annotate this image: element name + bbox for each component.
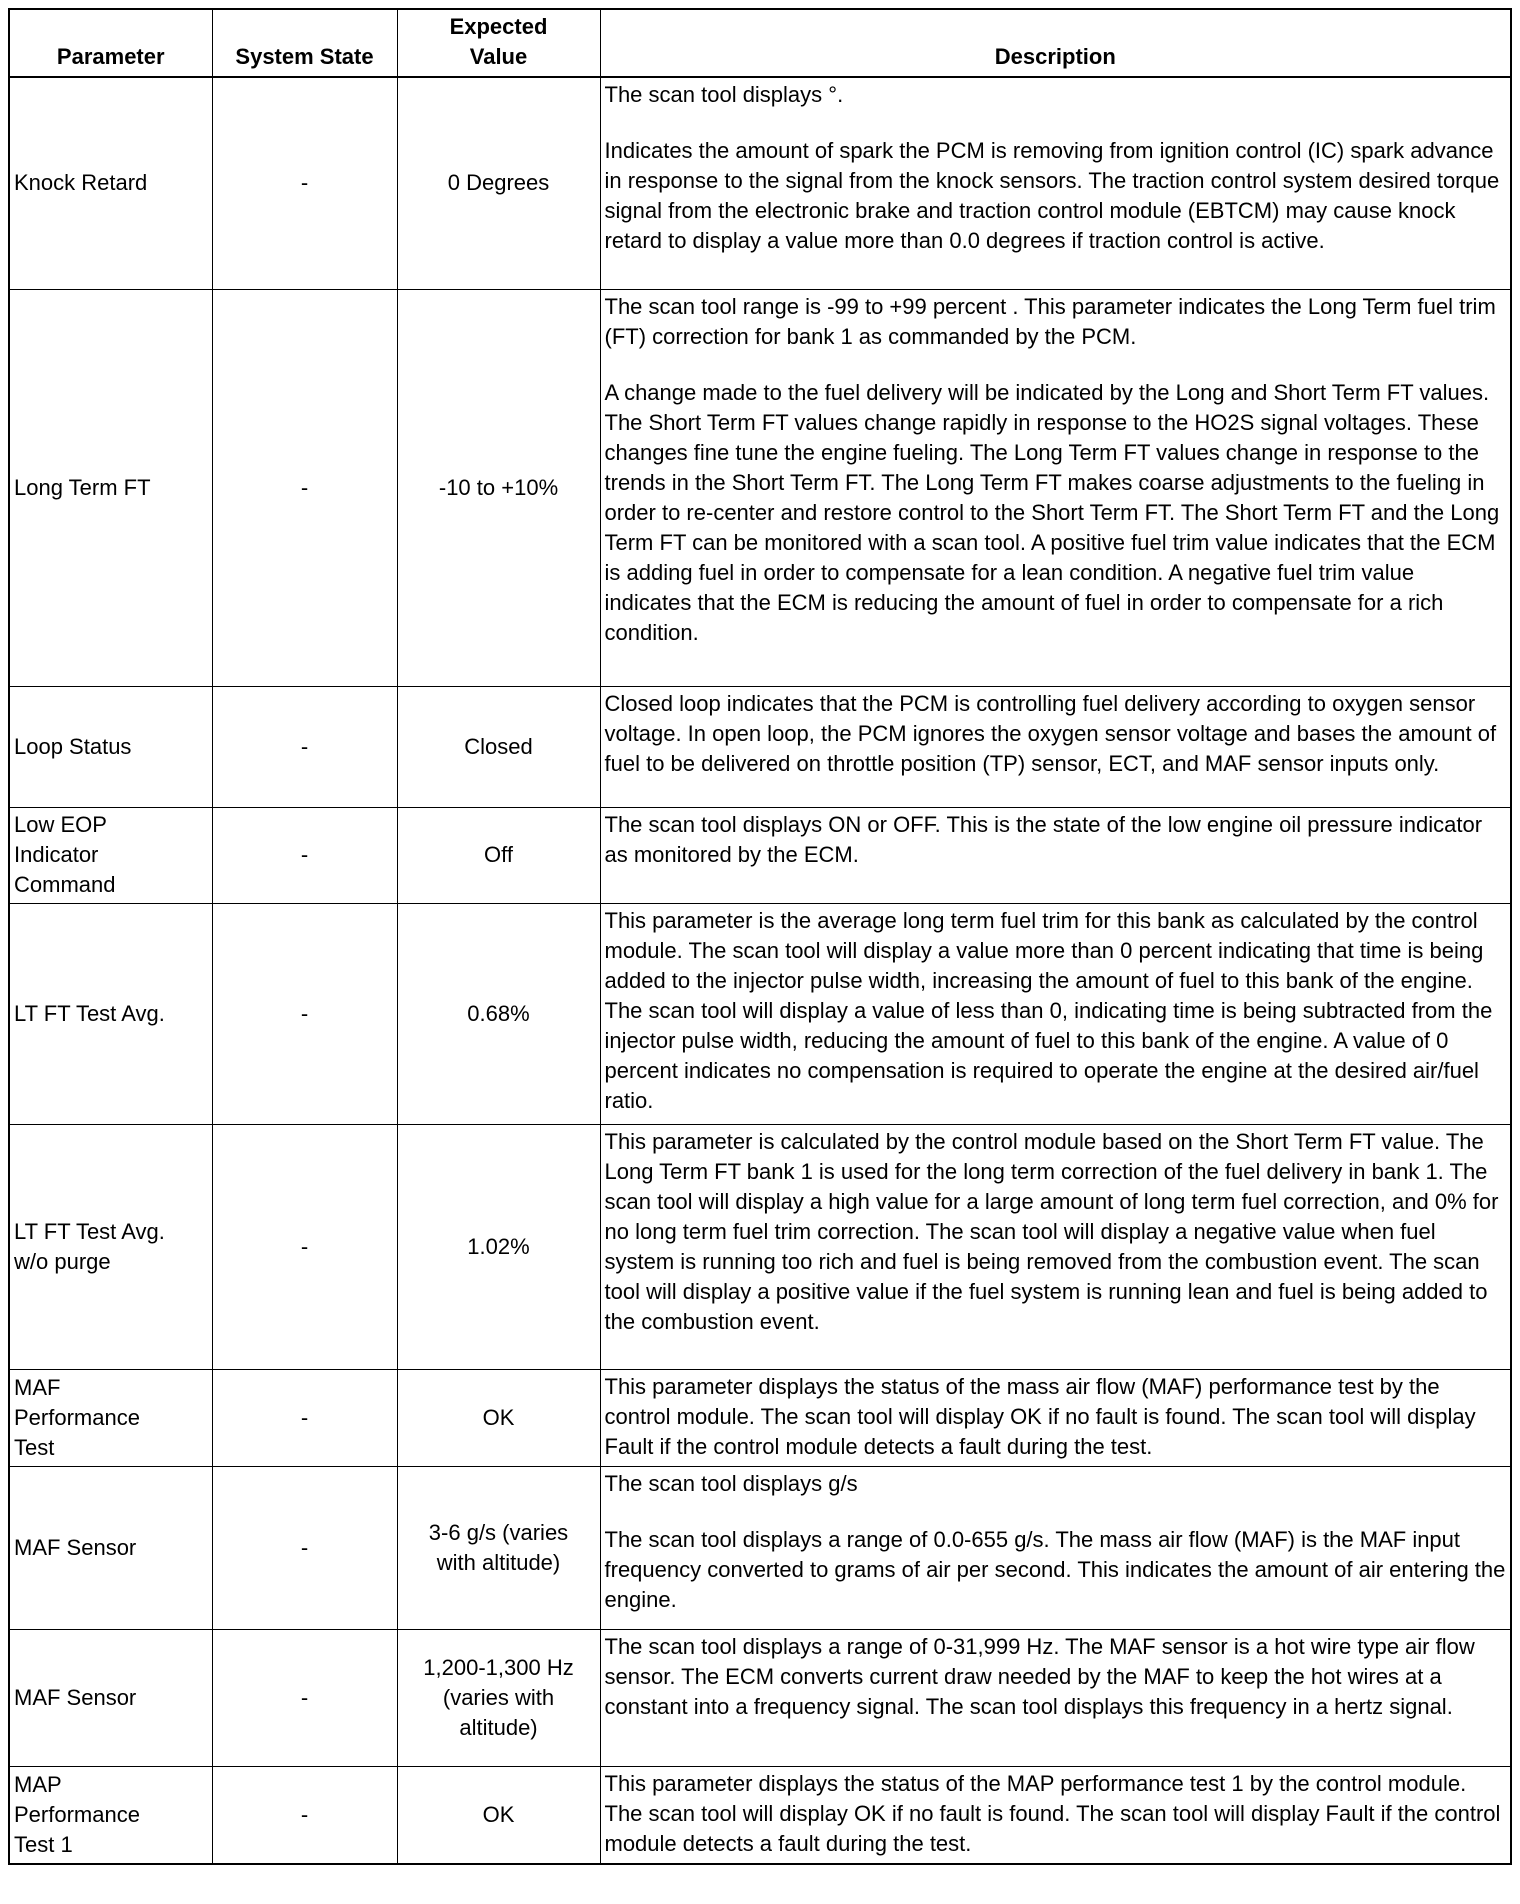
table-row: [9, 1124, 1511, 1369]
parameter-cell: MAP Performance Test 1: [9, 1766, 212, 1864]
description-cell: [600, 1766, 1511, 1864]
system-state-cell: -: [212, 1124, 397, 1369]
parameter-cell: Low EOP Indicator Command: [9, 807, 212, 903]
description-paragraph: Closed loop indicates that the PCM is controlling fuel delivery according to oxygen sensor voltage. In open loop, the PCM ignores the oxygen sensor voltage and bases the amount of fuel to be delivered on throttle position (TP) sensor, ECT, and MAF sensor inputs only.: [604, 690, 1497, 776]
table-row: [9, 807, 1511, 903]
description-cell: [600, 1629, 1511, 1766]
table-row: [9, 289, 1511, 686]
description-paragraph: This parameter displays the status of the mass air flow (MAF) performance test by the control module. The scan tool will display OK if no fault is found. The scan tool will display Fault if the control module detects a fault during the test.: [604, 1373, 1476, 1459]
expected-value-cell: 3-6 g/s (varies with altitude): [397, 1466, 600, 1629]
header-parameter: Parameter: [9, 9, 212, 77]
system-state-cell: -: [212, 1466, 397, 1629]
parameter-cell: LT FT Test Avg. w/o purge: [9, 1124, 212, 1369]
table-row: [9, 1766, 1511, 1864]
description-paragraph: The scan tool displays a range of 0-31,999 Hz. The MAF sensor is a hot wire type air flow sensor. The ECM converts current draw needed by the MAF to keep the hot wires at a constant into a frequency signal. The scan tool displays this frequency in a hertz signal.: [604, 1633, 1475, 1719]
expected-value-cell: OK: [397, 1766, 600, 1864]
description-paragraph: This parameter displays the status of the MAP performance test 1 by the control module. The scan tool will display OK if no fault is found. The scan tool will display Fault if the control module detects a fault during the test.: [604, 1770, 1501, 1856]
system-state-cell: -: [212, 1766, 397, 1864]
expected-value-cell: Closed: [397, 686, 600, 807]
table-row: [9, 1369, 1511, 1466]
system-state-cell: -: [212, 1369, 397, 1466]
parameter-cell: Loop Status: [9, 686, 212, 807]
description-cell: [600, 77, 1511, 289]
description-cell: [600, 1466, 1511, 1629]
description-paragraph: This parameter is calculated by the control module based on the Short Term FT value. The Long Term FT bank 1 is used for the long term correction of the fuel delivery in bank 1. The scan tool will display a high value for a large amount of long term fuel correction, and 0% for no long term fuel trim correction. The scan tool will display a negative value when fuel system is running too rich and fuel is being removed from the combustion event. The scan tool will display a positive value if the fuel system is running lean and fuel is being added to the combustion event.: [604, 1128, 1499, 1334]
parameter-table: [8, 8, 1512, 1865]
expected-value-cell: OK: [397, 1369, 600, 1466]
table-row: [9, 686, 1511, 807]
expected-value-cell: 0.68%: [397, 903, 600, 1124]
expected-value-cell: 1.02%: [397, 1124, 600, 1369]
table-row: [9, 1466, 1511, 1629]
description-paragraph: A change made to the fuel delivery will be indicated by the Long and Short Term FT values. The Short Term FT values change rapidly in response to the HO2S signal voltages. These changes fine tune the engine fueling. The Long Term FT values change in response to the trends in the Short Term FT. The Long Term FT makes coarse adjustments to the fueling in order to re-center and restore control to the Short Term FT. The Short Term FT and the Long Term FT can be monitored with a scan tool. A positive fuel trim value indicates that the ECM is adding fuel in order to compensate for a lean condition. A negative fuel trim value indicates that the ECM is reducing the amount of fuel in order to compensate for a rich condition.: [604, 379, 1500, 645]
description-paragraph: The scan tool displays a range of 0.0-655 g/s. The mass air flow (MAF) is the MAF input frequency converted to grams of air per second. This indicates the amount of air entering the engine.: [604, 1526, 1506, 1612]
description-paragraph: The scan tool displays g/s: [604, 1470, 858, 1496]
description-cell: [600, 903, 1511, 1124]
header-row: [9, 9, 1511, 77]
description-paragraph: This parameter is the average long term fuel trim for this bank as calculated by the control module. The scan tool will display a value more than 0 percent indicating that time is being added to the injector pulse width, increasing the amount of fuel to this bank of the engine. The scan tool will display a value of less than 0, indicating time is being subtracted from the injector pulse width, reducing the amount of fuel to this bank of the engine. A value of 0 percent indicates no compensation is required to operate the engine at the desired air/fuel ratio.: [604, 907, 1493, 1113]
parameter-cell: Knock Retard: [9, 77, 212, 289]
system-state-cell: -: [212, 807, 397, 903]
header-system-state: System State: [212, 9, 397, 77]
description-paragraph: The scan tool displays ON or OFF. This is the state of the low engine oil pressure indicator as monitored by the ECM.: [604, 811, 1483, 867]
parameter-cell: MAF Sensor: [9, 1466, 212, 1629]
description-paragraph: The scan tool range is -99 to +99 percent . This parameter indicates the Long Term fuel trim (FT) correction for bank 1 as commanded by the PCM.: [604, 293, 1496, 349]
description-paragraph: The scan tool displays °.: [604, 82, 844, 107]
description-cell: [600, 807, 1511, 903]
system-state-cell: -: [212, 289, 397, 686]
parameter-cell: MAF Performance Test: [9, 1369, 212, 1466]
description-cell: [600, 289, 1511, 686]
table-row: [9, 77, 1511, 289]
expected-value-cell: Off: [397, 807, 600, 903]
system-state-cell: -: [212, 77, 397, 289]
system-state-cell: -: [212, 1629, 397, 1766]
header-description: Description: [600, 9, 1511, 77]
table-row: [9, 903, 1511, 1124]
parameter-cell: Long Term FT: [9, 289, 212, 686]
system-state-cell: -: [212, 903, 397, 1124]
expected-value-cell: 0 Degrees: [397, 77, 600, 289]
table-body: [9, 77, 1511, 1864]
parameter-cell: MAF Sensor: [9, 1629, 212, 1766]
expected-value-cell: 1,200-1,300 Hz (varies with altitude): [397, 1629, 600, 1766]
system-state-cell: -: [212, 686, 397, 807]
header-expected-value: Expected Value: [397, 9, 600, 77]
parameter-cell: LT FT Test Avg.: [9, 903, 212, 1124]
expected-value-cell: -10 to +10%: [397, 289, 600, 686]
description-cell: [600, 1124, 1511, 1369]
description-paragraph: Indicates the amount of spark the PCM is removing from ignition control (IC) spark advance in response to the signal from the knock sensors. The traction control system desired torque signal from the electronic brake and traction control module (EBTCM) may cause knock retard to display a value more than 0.0 degrees if traction control is active.: [604, 138, 1500, 253]
table-row: [9, 1629, 1511, 1766]
description-cell: [600, 1369, 1511, 1466]
description-cell: [600, 686, 1511, 807]
